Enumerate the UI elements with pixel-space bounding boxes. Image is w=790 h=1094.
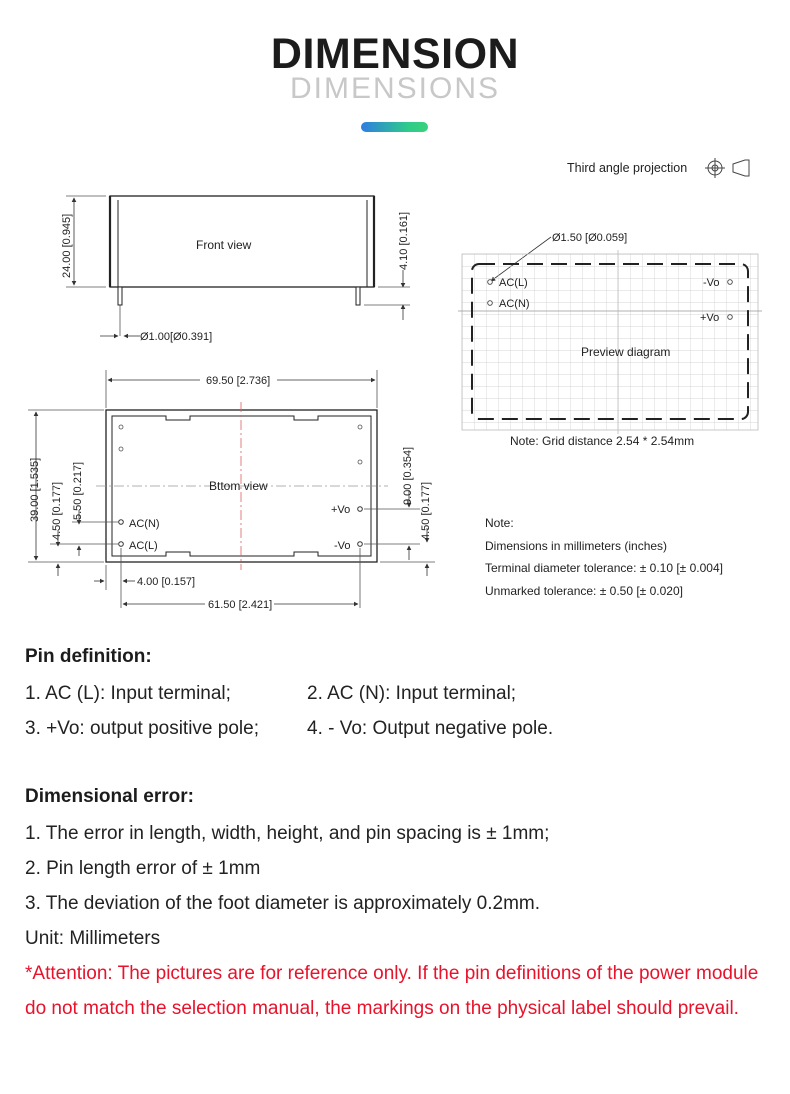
notes-heading: Note:: [485, 516, 514, 530]
page-title: DIMENSION: [270, 30, 520, 78]
pin-definition-row: [25, 711, 775, 746]
pin-label-ac-l: AC(L): [129, 540, 158, 552]
accent-bar: [361, 122, 428, 132]
front-view: [61, 196, 410, 343]
preview-diagram: [458, 232, 762, 448]
bottom-right-pin-spacing-dimension: 9.00 [0.354]: [402, 446, 414, 505]
pin-definition-section: [25, 646, 775, 746]
front-pin-diameter-dimension: Ø1.00[Ø0.391]: [140, 331, 213, 343]
bottom-length-dimension: 69.50 [2.736]: [206, 375, 271, 387]
pin-definition-heading: Pin definition:: [25, 646, 152, 667]
page-subtitle: DIMENSIONS: [289, 72, 501, 105]
bottom-left-pin-offset-dimension: 4.50 [0.177]: [51, 481, 63, 540]
preview-pin-ac-n: AC(N): [499, 298, 530, 310]
bottom-pin-span-dimension: 61.50 [2.421]: [208, 599, 273, 611]
front-height-dimension: 24.00 [0.945]: [61, 213, 73, 278]
pin-definition-item: 2. AC (N): Input terminal;: [307, 683, 517, 704]
preview-grid-note: Note: Grid distance 2.54 * 2.54mm: [510, 434, 695, 448]
pin-definition-row: [25, 676, 775, 711]
bottom-view: [28, 370, 435, 611]
pin-label-vo-neg: -Vo: [334, 540, 351, 552]
notes-line: Dimensions in millimeters (inches): [485, 539, 668, 553]
bottom-edge-offset-dimension: 4.00 [0.157]: [137, 576, 196, 588]
notes-line: Terminal diameter tolerance: ± 0.10 [± 0.004]: [485, 561, 723, 575]
preview-diagram-label: Preview diagram: [581, 345, 671, 359]
preview-pin-ac-l: AC(L): [499, 277, 528, 289]
pin-label-vo-pos: +Vo: [331, 504, 351, 516]
dimensional-error-item: 1. The error in length, width, height, and pin spacing is ± 1mm;: [25, 823, 550, 844]
attention-note: *Attention: The pictures are for reference only. If the pin definitions of the power module do not match the selection manual, the markings on the physical label should prevail.: [25, 963, 759, 1019]
third-angle-projection-icon: [705, 158, 749, 178]
front-pin-length-dimension: 4.10 [0.161]: [398, 211, 410, 270]
pin-definition-item: 4. - Vo: Output negative pole.: [307, 718, 554, 739]
preview-pin-vo-neg: -Vo: [703, 277, 720, 289]
bottom-width-dimension: 39.00 [1.535]: [29, 457, 41, 522]
unit-note: Unit: Millimeters: [25, 928, 161, 949]
drawing-notes: [485, 516, 723, 598]
bottom-view-label: Bttom view: [209, 479, 268, 493]
bottom-right-pin-offset-dimension: 4.50 [0.177]: [420, 481, 432, 540]
preview-hole-diameter: Ø1.50 [Ø0.059]: [552, 232, 628, 244]
dimensional-error-heading: Dimensional error:: [25, 786, 194, 807]
bottom-left-pin-spacing-dimension: 5.50 [0.217]: [72, 461, 84, 520]
pin-label-ac-n: AC(N): [129, 518, 160, 530]
projection-label: Third angle projection: [567, 161, 688, 175]
dimensional-error-section: [25, 786, 775, 1026]
dimensional-error-item: 2. Pin length error of ± 1mm: [25, 858, 261, 879]
pin-definition-item: 3. +Vo: output positive pole;: [25, 718, 259, 739]
notes-line: Unmarked tolerance: ± 0.50 [± 0.020]: [485, 584, 683, 598]
preview-pin-vo-pos: +Vo: [700, 312, 720, 324]
front-view-label: Front view: [196, 238, 252, 252]
dimensional-error-item: 3. The deviation of the foot diameter is approximately 0.2mm.: [25, 893, 541, 914]
dimension-drawing: [0, 140, 790, 620]
pin-definition-item: 1. AC (L): Input terminal;: [25, 683, 231, 704]
